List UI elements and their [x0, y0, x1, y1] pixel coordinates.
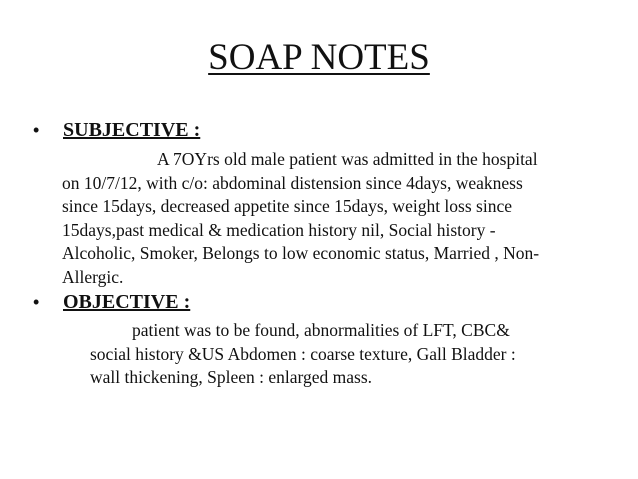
- text-line: social history &US Abdomen : coarse texture, Gall Bladder :: [90, 343, 516, 364]
- text-line: since 15days, decreased appetite since 15days, weight loss since: [62, 196, 513, 216]
- section-heading-objective: OBJECTIVE :: [63, 291, 191, 313]
- objective-text: [90, 319, 516, 390]
- subjective-text: [62, 148, 539, 289]
- text-line: Alcoholic, Smoker, Belongs to low economic status, Married , Non-: [62, 243, 540, 263]
- bullet-icon: •: [33, 292, 40, 312]
- text-line: patient was to be found, abnormalities of LFT, CBC&: [132, 320, 510, 340]
- text-line: 15days,past medical & medication history nil, Social history -: [62, 219, 496, 240]
- text-line: on 10/7/12, with c/o: abdominal distension since 4days, weakness: [62, 172, 523, 193]
- text-line: wall thickening, Spleen : enlarged mass.: [90, 367, 373, 387]
- slide-title: SOAP NOTES: [208, 37, 430, 78]
- section-heading-subjective: SUBJECTIVE :: [63, 119, 201, 141]
- text-line: A 7OYrs old male patient was admitted in the hospital: [157, 149, 538, 169]
- bullet-icon: •: [33, 120, 40, 140]
- text-line: Allergic.: [62, 266, 124, 287]
